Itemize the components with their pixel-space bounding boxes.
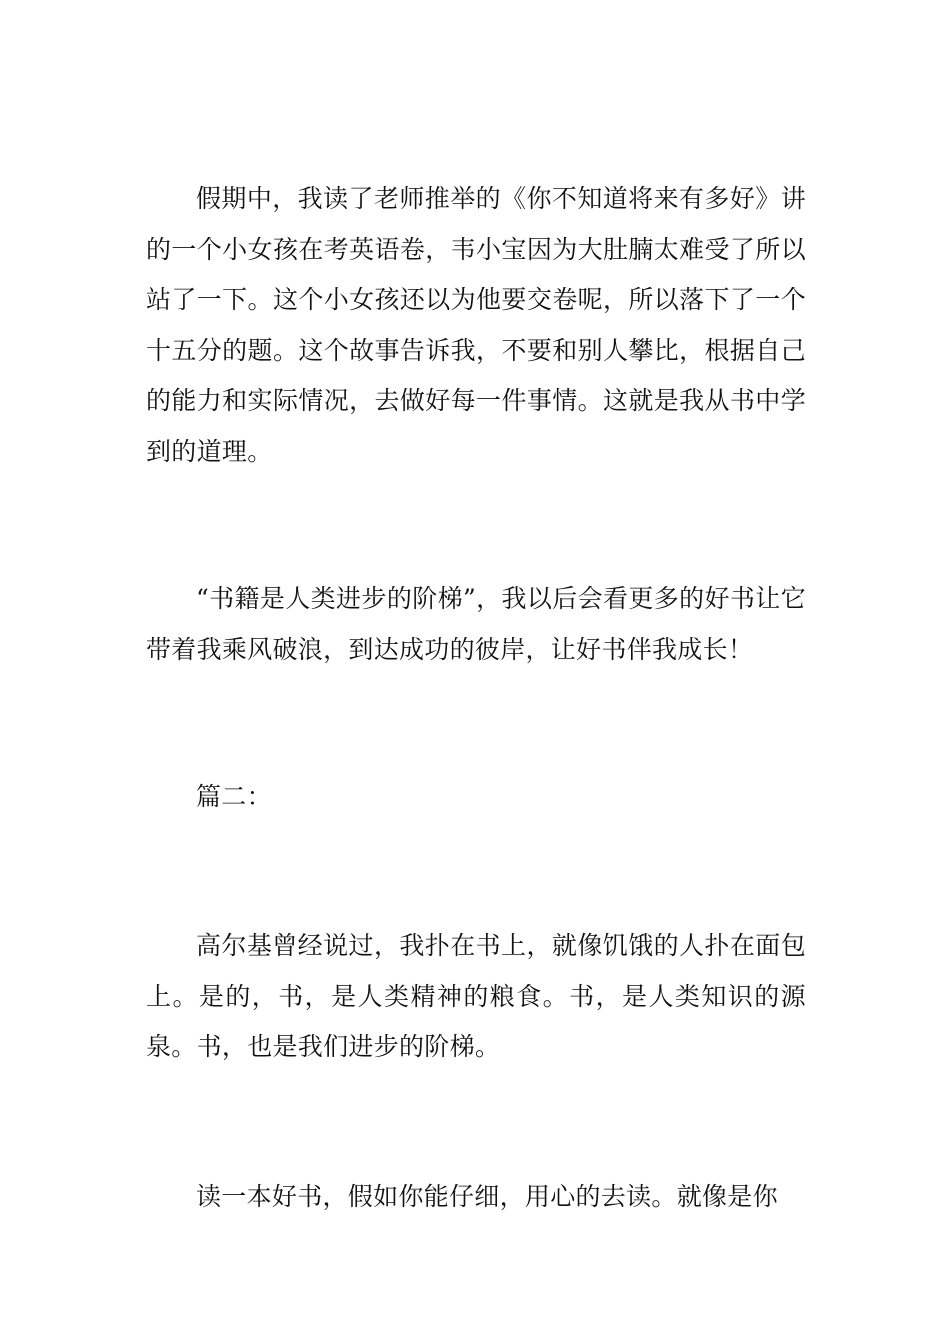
paragraph: 高尔基曾经说过，我扑在书上，就像饥饿的人扑在面包上。是的，书，是人类精神的粮食。书，是人类知识的源泉。书，也是我们进步的阶梯。 (146, 931, 806, 1061)
paragraph: 假期中，我读了老师推举的《你不知道将来有多好》讲的一个小女孩在考英语卷，韦小宝因为大肚腩太难受了所以站了一下。这个小女孩还以为他要交卷呢，所以落下了一个十五分的题。这个故事告诉我，不要和别人攀比，根据自己的能力和实际情况，去做好每一件事情。这就是我从书中学到的道理。 (146, 184, 806, 466)
paragraph: “书籍是人类进步的阶梯”，我以后会看更多的好书让它带着我乘风破浪，到达成功的彼岸，让好书伴我成长！ (146, 584, 806, 664)
section-heading: 篇二： (196, 782, 272, 811)
paragraph: 读一本好书，假如你能仔细，用心的去读。就像是你 (196, 1182, 778, 1211)
